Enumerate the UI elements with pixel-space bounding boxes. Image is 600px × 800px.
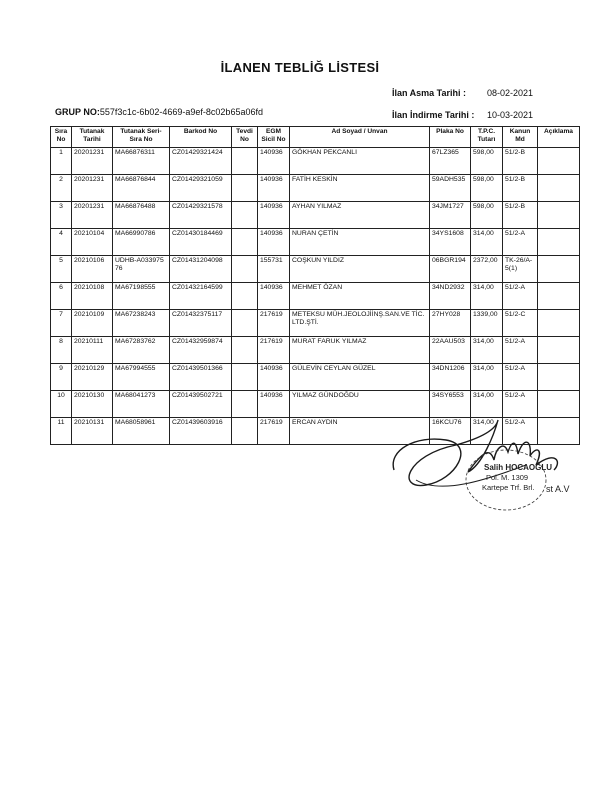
ilan-indirme-label: İlan İndirme Tarihi : <box>392 110 475 120</box>
table-cell: 20210109 <box>72 310 113 337</box>
table-cell: 34DN1206 <box>430 364 471 391</box>
table-cell: 20210130 <box>72 391 113 418</box>
table-cell <box>232 391 258 418</box>
col-header: EGM Sicil No <box>258 127 290 148</box>
table-row <box>51 283 580 310</box>
table-cell: MA66876844 <box>113 175 170 202</box>
table-cell: YILMAZ GÜNDOĞDU <box>290 391 430 418</box>
table-cell: MURAT FARUK YILMAZ <box>290 337 430 364</box>
table-cell: FATİH KESKİN <box>290 175 430 202</box>
table-cell: NURAN ÇETİN <box>290 229 430 256</box>
table-cell: 7 <box>51 310 72 337</box>
signature-scribble <box>393 420 557 485</box>
table-cell: TK-26/A-5(1) <box>503 256 538 283</box>
table-cell: 16KCU76 <box>430 418 471 445</box>
col-header: Barkod No <box>170 127 232 148</box>
table-cell: 20210129 <box>72 364 113 391</box>
table-cell: MA67238243 <box>113 310 170 337</box>
table-cell: 4 <box>51 229 72 256</box>
table-cell <box>538 283 580 310</box>
table-cell: MA67198555 <box>113 283 170 310</box>
table-cell <box>232 148 258 175</box>
table-cell: CZ01429321424 <box>170 148 232 175</box>
table-cell: 140936 <box>258 148 290 175</box>
table-cell: MA66990786 <box>113 229 170 256</box>
table-cell: 598,00 <box>471 148 503 175</box>
table-cell <box>232 202 258 229</box>
table-cell: 20210131 <box>72 418 113 445</box>
table-cell: 598,00 <box>471 175 503 202</box>
table-cell: 20210104 <box>72 229 113 256</box>
table-cell: 140936 <box>258 391 290 418</box>
table-cell: 51/2-B <box>503 148 538 175</box>
table-row <box>51 175 580 202</box>
ilan-indirme-value: 10-03-2021 <box>487 110 534 120</box>
table-cell: 51/2-A <box>503 364 538 391</box>
table-cell: 06BGR194 <box>430 256 471 283</box>
table-cell: 20201231 <box>72 148 113 175</box>
table-cell: 314,00 <box>471 337 503 364</box>
table-cell: 34ND2932 <box>430 283 471 310</box>
table-header-row <box>51 127 580 148</box>
document-title: İLANEN TEBLİĞ LİSTESİ <box>220 60 380 75</box>
table-cell <box>538 175 580 202</box>
grup-no-label: GRUP NO: <box>55 107 100 117</box>
table-cell: 34JM1727 <box>430 202 471 229</box>
table-cell: 51/2-A <box>503 418 538 445</box>
table-cell: 217619 <box>258 418 290 445</box>
stamp-line3: Kartepe Trf. Brl. <box>482 483 535 492</box>
table-cell: 3 <box>51 202 72 229</box>
table-cell: 34YS1608 <box>430 229 471 256</box>
table-cell: 140936 <box>258 202 290 229</box>
table-cell: 1339,00 <box>471 310 503 337</box>
table-cell: CZ01431204098 <box>170 256 232 283</box>
table-cell: 22AAU503 <box>430 337 471 364</box>
table-cell <box>538 364 580 391</box>
stamp-suffix: st A.V <box>546 484 570 494</box>
table-cell <box>538 310 580 337</box>
table-cell: 51/2-B <box>503 202 538 229</box>
table-row <box>51 337 580 364</box>
table-cell: CZ01432164599 <box>170 283 232 310</box>
table-cell <box>538 202 580 229</box>
table-cell: 217619 <box>258 337 290 364</box>
table-cell: 314,00 <box>471 391 503 418</box>
col-header: T.P.C. Tutarı <box>471 127 503 148</box>
table-cell: CZ01432375117 <box>170 310 232 337</box>
table-cell: CZ01439603916 <box>170 418 232 445</box>
table-cell: 51/2-B <box>503 175 538 202</box>
table-cell: 140936 <box>258 229 290 256</box>
table-cell: 598,00 <box>471 202 503 229</box>
table-cell: 20201231 <box>72 202 113 229</box>
teblig-table <box>50 126 580 445</box>
grup-no-value: 557f3c1c-6b02-4669-a9ef-8c02b65a06fd <box>99 107 263 117</box>
table-cell: MA67283762 <box>113 337 170 364</box>
table-cell: 20210111 <box>72 337 113 364</box>
table-row <box>51 148 580 175</box>
table-cell: 51/2-A <box>503 283 538 310</box>
table-cell <box>538 256 580 283</box>
table-cell: ERCAN AYDIN <box>290 418 430 445</box>
col-header: Ad Soyad / Unvan <box>290 127 430 148</box>
table-cell <box>232 283 258 310</box>
table-cell: METEKSU MÜH.JEOLOJİİNŞ.SAN.VE TİC.LTD.ŞTİ. <box>290 310 430 337</box>
table-cell: 51/2-A <box>503 391 538 418</box>
table-cell: MA66876488 <box>113 202 170 229</box>
grup-no <box>55 107 263 117</box>
table-cell: 155731 <box>258 256 290 283</box>
table-cell: 34SY6553 <box>430 391 471 418</box>
table-row <box>51 364 580 391</box>
table-cell: 314,00 <box>471 283 503 310</box>
table-cell: 5 <box>51 256 72 283</box>
table-cell <box>538 229 580 256</box>
table-cell: 67LZ365 <box>430 148 471 175</box>
table-cell: 51/2-A <box>503 229 538 256</box>
table-cell: UDHB-A03397576 <box>113 256 170 283</box>
col-header: Tutanak Tarihi <box>72 127 113 148</box>
table-cell: GÜLEVİN CEYLAN GÜZEL <box>290 364 430 391</box>
table-cell: 20210106 <box>72 256 113 283</box>
table-cell: 140936 <box>258 175 290 202</box>
table-cell: 6 <box>51 283 72 310</box>
table-cell: 1 <box>51 148 72 175</box>
ilan-asma-date <box>392 88 534 98</box>
table-cell: 314,00 <box>471 418 503 445</box>
table-cell: MA68058961 <box>113 418 170 445</box>
table-cell: CZ01439501366 <box>170 364 232 391</box>
signature-stamp <box>386 410 586 520</box>
table-cell: CZ01432959874 <box>170 337 232 364</box>
table-cell: MA66876311 <box>113 148 170 175</box>
table-cell: GÖKHAN PEKCANLI <box>290 148 430 175</box>
table-cell: MEHMET ÖZAN <box>290 283 430 310</box>
table-row <box>51 229 580 256</box>
table-cell: 217619 <box>258 310 290 337</box>
table-cell: CZ01439502721 <box>170 391 232 418</box>
table-row <box>51 310 580 337</box>
table-cell <box>538 148 580 175</box>
table-cell: 314,00 <box>471 364 503 391</box>
table-cell: MA68041273 <box>113 391 170 418</box>
stamp-line2: Pol. M. 1309 <box>486 473 529 482</box>
table-cell: 20210108 <box>72 283 113 310</box>
col-header: Sıra No <box>51 127 72 148</box>
table-cell: 11 <box>51 418 72 445</box>
table-cell: 9 <box>51 364 72 391</box>
ilan-asma-label: İlan Asma Tarihi : <box>392 88 467 98</box>
table-cell: 8 <box>51 337 72 364</box>
table-cell: 140936 <box>258 364 290 391</box>
table-cell: 51/2-C <box>503 310 538 337</box>
table-cell: COŞKUN YILDIZ <box>290 256 430 283</box>
table-cell: CZ01430184469 <box>170 229 232 256</box>
table-cell: AYHAN YILMAZ <box>290 202 430 229</box>
table-cell <box>232 229 258 256</box>
table-cell: 27HY028 <box>430 310 471 337</box>
table-cell <box>232 337 258 364</box>
col-header: Kanun Md <box>503 127 538 148</box>
col-header: Plaka No <box>430 127 471 148</box>
table-cell: 10 <box>51 391 72 418</box>
table-row <box>51 256 580 283</box>
col-header: Tutanak Seri-Sıra No <box>113 127 170 148</box>
table-cell <box>232 175 258 202</box>
ilan-asma-value: 08-02-2021 <box>487 88 534 98</box>
table-row <box>51 202 580 229</box>
table-cell: MA67994555 <box>113 364 170 391</box>
table-cell <box>232 364 258 391</box>
table-cell: 2 <box>51 175 72 202</box>
ilan-indirme-date <box>392 110 534 120</box>
table-cell: 140936 <box>258 283 290 310</box>
table-cell <box>232 310 258 337</box>
table-cell: 20201231 <box>72 175 113 202</box>
table-cell: 2372,00 <box>471 256 503 283</box>
table-cell: 59ADH535 <box>430 175 471 202</box>
col-header: Açıklama <box>538 127 580 148</box>
table-cell: 314,00 <box>471 229 503 256</box>
stamp-name: Salih HOCAOĞLU <box>484 463 553 472</box>
col-header: Tevdi No <box>232 127 258 148</box>
table-cell: CZ01429321578 <box>170 202 232 229</box>
table-cell <box>232 418 258 445</box>
table-cell: CZ01429321059 <box>170 175 232 202</box>
table-cell <box>538 337 580 364</box>
table-cell <box>232 256 258 283</box>
table-cell: 51/2-A <box>503 337 538 364</box>
